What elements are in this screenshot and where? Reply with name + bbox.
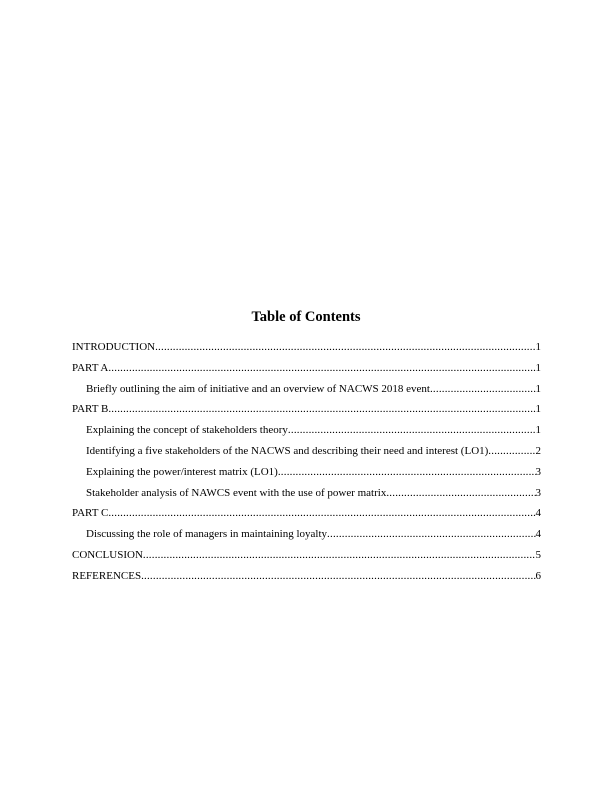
toc-entry-managers-loyalty[interactable]	[72, 524, 541, 545]
toc-dot-leader	[488, 441, 535, 462]
toc-entry-part-a[interactable]	[72, 358, 541, 379]
toc-entry-label: Stakeholder analysis of NAWCS event with the use of power matrix	[86, 486, 387, 499]
toc-page-number: 4	[535, 528, 541, 541]
table-of-contents	[72, 337, 541, 587]
toc-page-number: 3	[535, 486, 541, 499]
toc-dot-leader	[143, 545, 536, 566]
toc-entry-references[interactable]	[72, 566, 541, 587]
toc-entry-stakeholder-analysis[interactable]	[72, 483, 541, 504]
toc-entry-label: PART C	[72, 507, 109, 520]
toc-entry-aim-overview[interactable]	[72, 379, 541, 400]
toc-page-number: 2	[535, 444, 541, 457]
toc-entry-introduction[interactable]	[72, 337, 541, 358]
toc-entry-conclusion[interactable]	[72, 545, 541, 566]
toc-entry-label: PART A	[72, 361, 109, 374]
toc-entry-part-b[interactable]	[72, 399, 541, 420]
toc-dot-leader	[327, 524, 535, 545]
toc-entry-five-stakeholders[interactable]	[72, 441, 541, 462]
toc-title: Table of Contents	[251, 309, 361, 325]
toc-entry-label: REFERENCES	[72, 569, 142, 582]
toc-entry-label: Identifying a five stakeholders of the NACWS and describing their need and interest (LO1)	[86, 444, 489, 457]
toc-dot-leader	[108, 503, 535, 524]
toc-dot-leader	[430, 379, 536, 400]
toc-page-number: 1	[535, 341, 541, 353]
toc-page-number: 5	[535, 548, 541, 561]
toc-dot-leader	[278, 462, 536, 483]
toc-page-number: 1	[535, 382, 541, 395]
toc-dot-leader	[288, 420, 536, 441]
toc-dot-leader	[108, 358, 535, 379]
toc-entry-label: Explaining the concept of stakeholders theory	[86, 424, 288, 437]
toc-entry-label: CONCLUSION	[72, 548, 143, 561]
toc-page-number: 3	[535, 465, 541, 478]
toc-dot-leader	[386, 483, 535, 504]
toc-entry-label: Discussing the role of managers in maintaining loyalty	[86, 528, 328, 541]
toc-entry-label: Briefly outlining the aim of initiative and an overview of NACWS 2018 event	[86, 382, 430, 395]
toc-page-number: 6	[535, 569, 541, 582]
toc-dot-leader	[155, 337, 535, 358]
toc-dot-leader	[141, 566, 535, 587]
toc-entry-label: PART B	[72, 403, 109, 416]
toc-entry-power-interest-matrix[interactable]	[72, 462, 541, 483]
toc-page-number: 4	[535, 507, 541, 520]
toc-entry-label: INTRODUCTION	[72, 341, 156, 353]
toc-page-number: 1	[535, 424, 541, 437]
toc-entry-part-c[interactable]	[72, 503, 541, 524]
toc-page-number: 1	[535, 403, 541, 416]
toc-entry-stakeholders-theory[interactable]	[72, 420, 541, 441]
toc-entry-label: Explaining the power/interest matrix (LO1)	[86, 465, 278, 478]
toc-page-number: 1	[535, 361, 541, 374]
toc-dot-leader	[108, 399, 535, 420]
